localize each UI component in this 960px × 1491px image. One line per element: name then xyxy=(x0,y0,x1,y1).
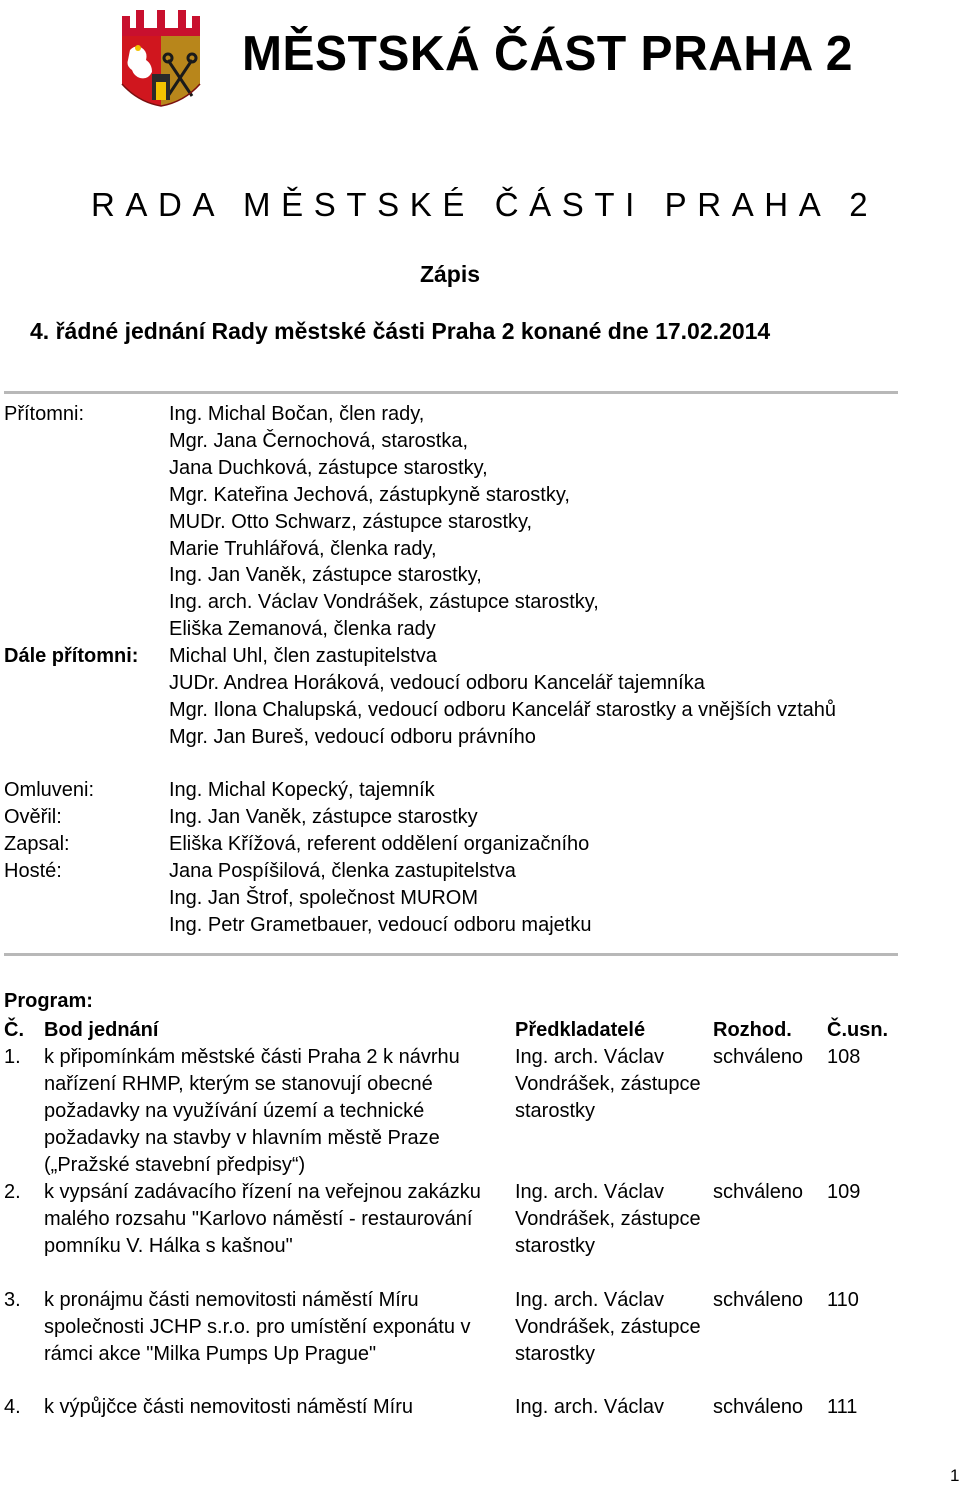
agenda-presenter: Ing. arch. Václav xyxy=(515,1396,664,1418)
agenda-number: 2. xyxy=(4,1181,21,1203)
attendee: Mgr. Jan Bureš, vedoucí odboru právního xyxy=(169,725,536,748)
recorded-value: Eliška Křížová, referent oddělení organizačního xyxy=(169,833,590,855)
excused-label: Omluveni: xyxy=(4,779,95,801)
agenda-item: k vypsání zadávacího řízení na veřejnou zakázku malého rozsahu "Karlovo náměstí - restaurování pomníku V. Hálka s kašnou" xyxy=(44,1181,481,1257)
column-header-presenter: Předkladatelé xyxy=(515,1019,646,1041)
attendee: Eliška Zemanová, členka rady xyxy=(169,618,436,641)
agenda-number: 4. xyxy=(4,1396,21,1418)
guests-label: Hosté: xyxy=(4,860,62,882)
present-list xyxy=(169,401,889,643)
agenda-number: 1. xyxy=(4,1046,21,1068)
document-type xyxy=(0,261,960,288)
verified-value: Ing. Jan Vaněk, zástupce starostky xyxy=(169,806,478,828)
column-header-resolution: Č.usn. xyxy=(827,1019,889,1041)
attendee: Michal Uhl, člen zastupitelstva xyxy=(169,645,437,667)
agenda-decision: schváleno xyxy=(713,1181,804,1203)
column-header-decision: Rozhod. xyxy=(713,1019,792,1041)
attendee: Mgr. Ilona Chalupská, vedoucí odboru Kancelář starostky a vnějších vztahů xyxy=(169,698,837,721)
council-title: RADA MĚSTSKÉ ČÁSTI PRAHA 2 xyxy=(91,186,879,223)
attendee: Mgr. Jana Černochová, starostka, xyxy=(169,429,469,452)
agenda-resolution: 111 xyxy=(827,1396,858,1418)
excused-value: Ing. Michal Kopecký, tajemník xyxy=(169,779,435,801)
agenda-decision: schváleno xyxy=(713,1046,804,1068)
agenda-item: k pronájmu části nemovitosti náměstí Míru společnosti JCHP s.r.o. pro umístění exponátu v rámci akce "Milka Pumps Up Prague" xyxy=(44,1289,471,1365)
attendee: Ing. Jan Vaněk, zástupce starostky, xyxy=(169,564,482,587)
verified-label: Ověřil: xyxy=(4,806,62,828)
agenda-decision: schváleno xyxy=(713,1289,804,1311)
page-number: 1 xyxy=(950,1466,960,1485)
also-present-label: Dále přítomni: xyxy=(4,645,139,667)
attendee: Ing. arch. Václav Vondrášek, zástupce starostky, xyxy=(169,591,599,614)
agenda-presenter: Ing. arch. Václav Vondrášek, zástupce starostky xyxy=(515,1181,701,1257)
coat-of-arms-logo xyxy=(118,10,204,110)
divider xyxy=(4,391,898,394)
agenda-number: 3. xyxy=(4,1289,21,1311)
meeting-line: 4. řádné jednání Rady městské části Praha 2 konané dne 17.02.2014 xyxy=(30,318,771,344)
agenda-resolution: 109 xyxy=(827,1181,861,1203)
attendee: Marie Truhlářová, členka rady, xyxy=(169,537,437,560)
guest: Jana Pospíšilová, členka zastupitelstva xyxy=(169,860,516,882)
guest: Ing. Petr Grametbauer, vedoucí odboru majetku xyxy=(169,913,592,936)
attendee: Ing. Michal Bočan, člen rady, xyxy=(169,403,425,425)
agenda-resolution: 108 xyxy=(827,1046,861,1068)
attendee: MUDr. Otto Schwarz, zástupce starostky, xyxy=(169,510,533,533)
agenda-presenter: Ing. arch. Václav Vondrášek, zástupce starostky xyxy=(515,1046,701,1122)
municipal-name: MĚSTSKÁ ČÁST PRAHA 2 xyxy=(242,27,853,81)
column-header-number: Č. xyxy=(4,1019,24,1041)
agenda-resolution: 110 xyxy=(827,1289,859,1311)
guest: Ing. Jan Štrof, společnost MUROM xyxy=(169,886,479,909)
also-present-list xyxy=(169,643,889,751)
present-label: Přítomni: xyxy=(4,403,85,425)
guests-list xyxy=(169,858,889,939)
recorded-label: Zapsal: xyxy=(4,833,70,855)
attendee: Jana Duchková, zástupce starostky, xyxy=(169,456,488,479)
attendee: Mgr. Kateřina Jechová, zástupkyně starostky, xyxy=(169,483,570,506)
program-label: Program: xyxy=(4,990,93,1012)
agenda-item: k připomínkám městské části Praha 2 k návrhu nařízení RHMP, kterým se stanovují obecné požadavky na využívání území a technické požadavky na stavby v hlavním městě Praze („Pražské stavební předpisy“) xyxy=(44,1046,460,1176)
agenda-item: k výpůjčce části nemovitosti náměstí Míru xyxy=(44,1396,414,1418)
divider xyxy=(4,953,898,956)
column-header-item: Bod jednání xyxy=(44,1019,159,1041)
attendee: JUDr. Andrea Horáková, vedoucí odboru Kancelář tajemníka xyxy=(169,671,705,694)
agenda-decision: schváleno xyxy=(713,1396,804,1418)
agenda-presenter: Ing. arch. Václav Vondrášek, zástupce starostky xyxy=(515,1289,701,1365)
document-type-text: Zápis xyxy=(419,261,481,287)
